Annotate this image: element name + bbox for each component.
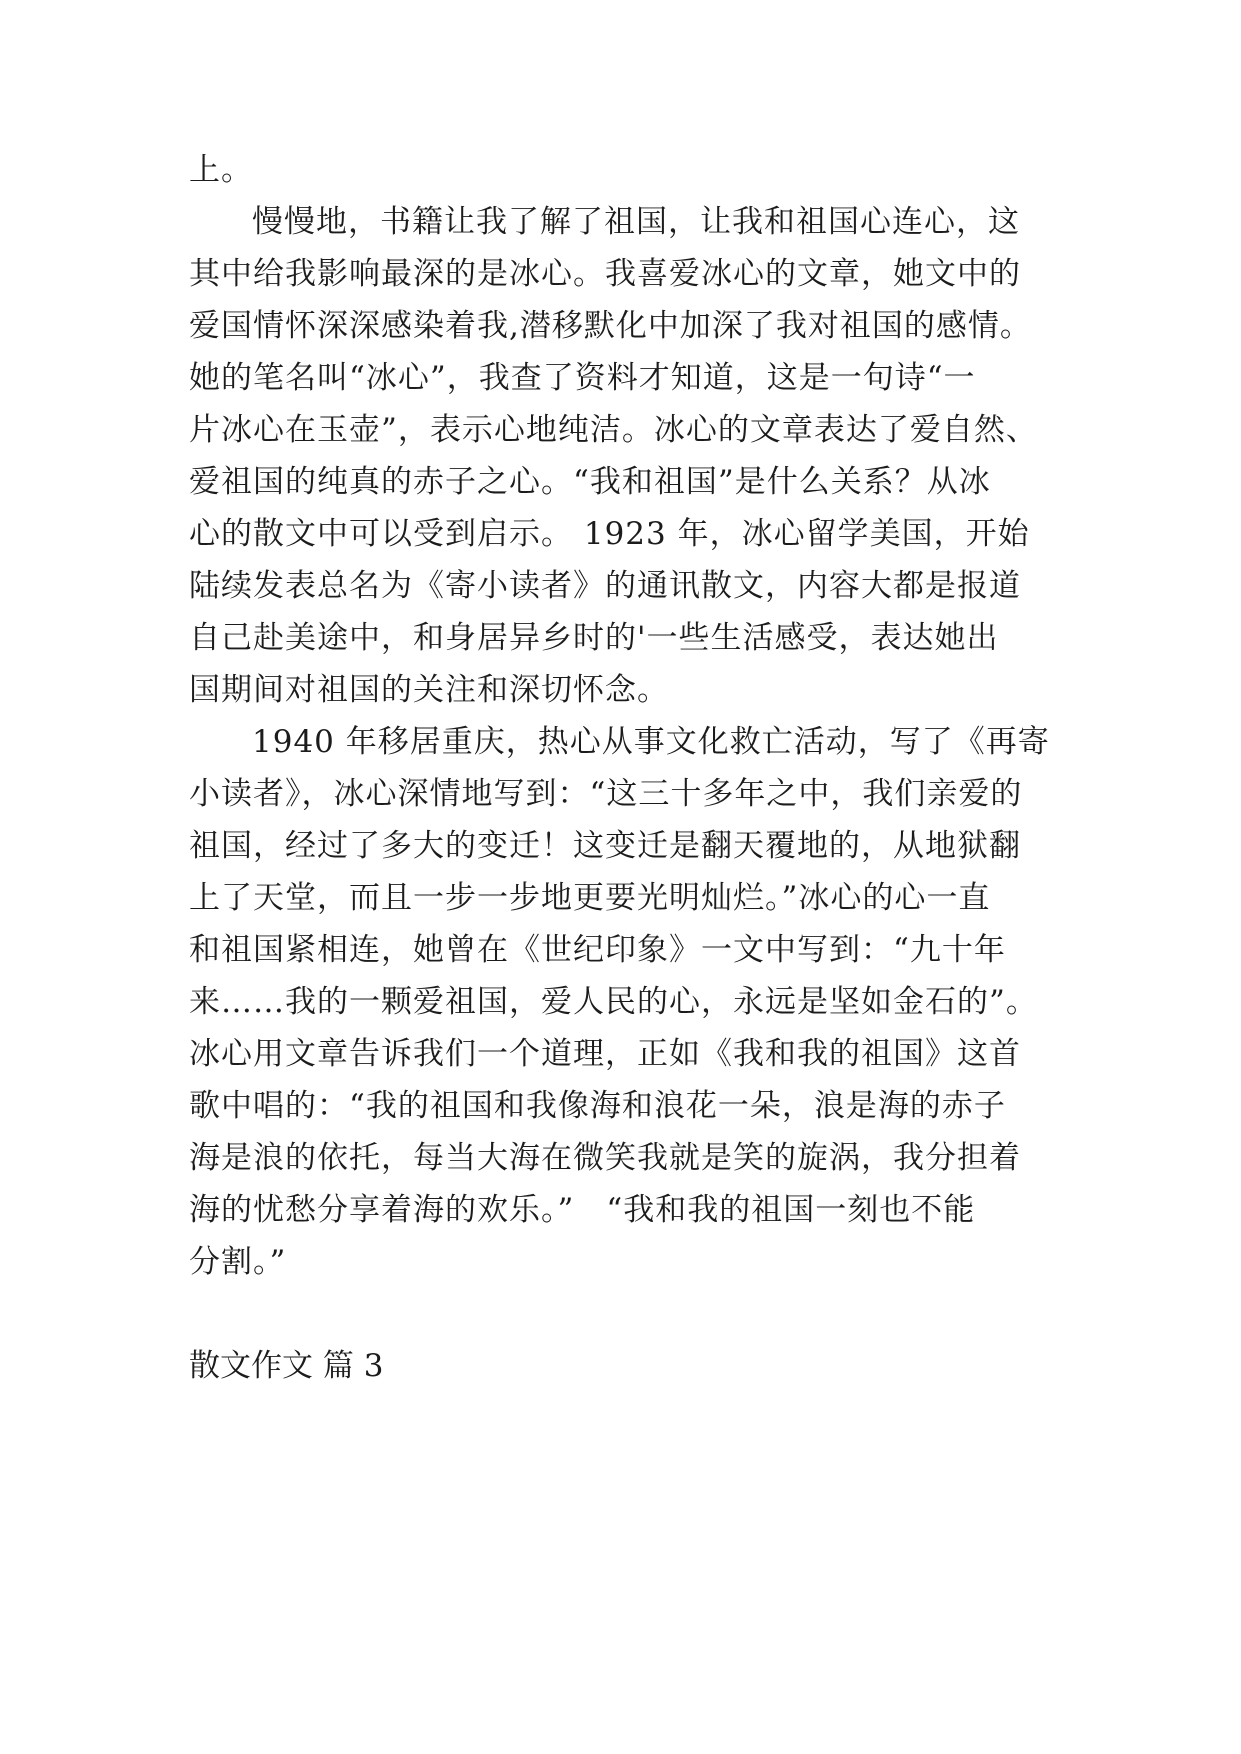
paragraph-3-line-3: 祖国，经过了多大的变迁！这变迁是翻天覆地的，从地狱翻 (189, 828, 1021, 864)
paragraph-1-line-end: 上。 (189, 152, 253, 188)
paragraph-2-line-7: 心的散文中可以受到启示。 1923 年，冰心留学美国，开始 (189, 516, 1030, 552)
paragraph-3-line-5: 和祖国紧相连，她曾在《世纪印象》一文中写到：“九十年 (189, 932, 1006, 968)
paragraph-3-line-4: 上了天堂，而且一步一步地更要光明灿烂。”冰心的心一直 (189, 880, 991, 916)
paragraph-2-line-6: 爱祖国的纯真的赤子之心。“我和祖国”是什么关系？从冰 (189, 464, 991, 500)
paragraph-3-line-11: 分割。” (189, 1244, 287, 1280)
paragraph-2-line-4: 她的笔名叫“冰心”，我查了资料才知道，这是一句诗“一 (189, 360, 976, 396)
paragraph-2-line-8: 陆续发表总名为《寄小读者》的通讯散文，内容大都是报道 (189, 568, 1021, 604)
paragraph-2-line-1: 慢慢地，书籍让我了解了祖国，让我和祖国心连心，这 (252, 204, 1020, 240)
paragraph-3-line-6: 来……我的一颗爱祖国，爱人民的心，永远是坚如金石的”。 (189, 984, 1038, 1020)
paragraph-3-line-2: 小读者》，冰心深情地写到：“这三十多年之中，我们亲爱的 (189, 776, 1023, 812)
paragraph-3-line-9: 海是浪的依托，每当大海在微笑我就是笑的旋涡，我分担着 (189, 1140, 1021, 1176)
section-heading: 散文作文 篇 3 (189, 1348, 384, 1384)
paragraph-3-line-1: 1940 年移居重庆，热心从事文化救亡活动，写了《再寄 (252, 724, 1050, 760)
paragraph-2-line-10: 国期间对祖国的关注和深切怀念。 (189, 672, 669, 708)
paragraph-3-line-10: 海的忧愁分享着海的欢乐。” “我和我的祖国一刻也不能 (189, 1192, 976, 1228)
paragraph-2-line-5: 片冰心在玉壶”，表示心地纯洁。冰心的文章表达了爱自然、 (189, 412, 1038, 448)
paragraph-2-line-3: 爱国情怀深深感染着我,潜移默化中加深了我对祖国的感情。 (189, 308, 1032, 344)
paragraph-2-line-9: 自己赴美途中，和身居异乡时的'一些生活感受，表达她出 (189, 620, 999, 656)
paragraph-3-line-8: 歌中唱的：“我的祖国和我像海和浪花一朵，浪是海的赤子 (189, 1088, 1006, 1124)
paragraph-2-line-2: 其中给我影响最深的是冰心。我喜爱冰心的文章，她文中的 (189, 256, 1021, 292)
paragraph-3-line-7: 冰心用文章告诉我们一个道理，正如《我和我的祖国》这首 (189, 1036, 1021, 1072)
